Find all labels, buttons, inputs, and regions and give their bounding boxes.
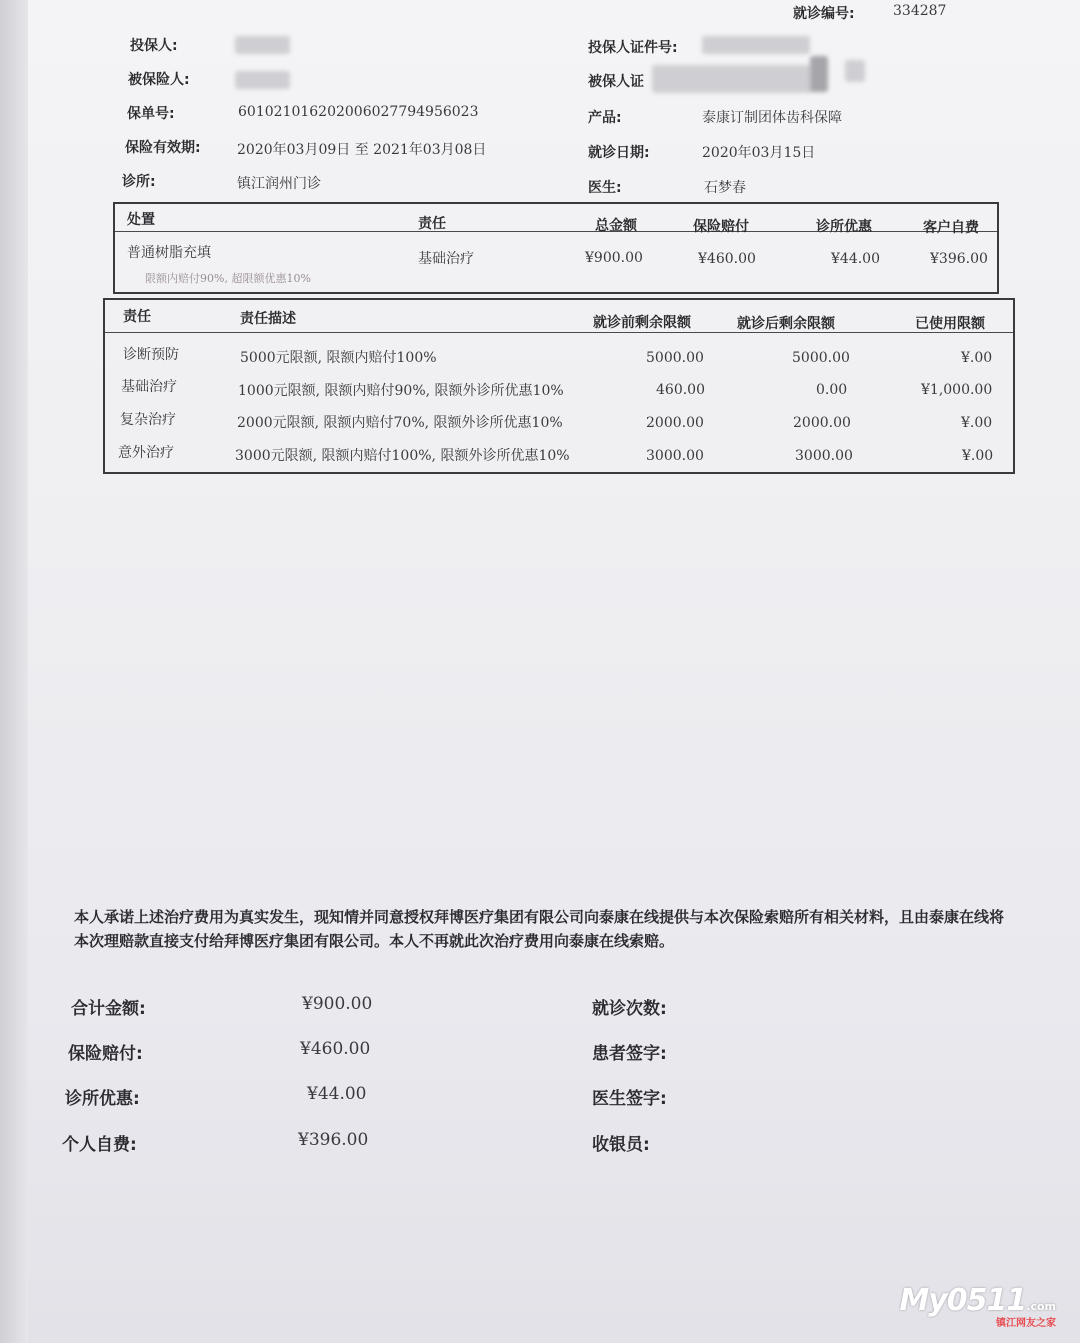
coverage-row-used: ¥.00 <box>961 415 993 431</box>
visit-number-label: 就诊编号: <box>793 6 855 22</box>
summary-self-pay-label: 个人自费: <box>62 1135 137 1155</box>
coverage-row-used: ¥.00 <box>961 350 993 366</box>
coverage-table <box>103 298 1015 474</box>
redacted-insured <box>235 71 290 89</box>
treatment-row-responsibility: 基础治疗 <box>418 251 474 267</box>
coverage-row-desc: 5000元限额, 限额内赔付100% <box>240 350 437 366</box>
summary-insurance-value: ¥460.00 <box>300 1039 371 1059</box>
consent-declaration: 本人承诺上述治疗费用为真实发生，现知情并同意授权拜博医疗集团有限公司向泰康在线提供与本次保险索赔所有相关材料，且由泰康在线将本次理赔款直接支付给拜博医疗集团有限公司。本人不再就此次治疗费用向泰康在线索赔。 <box>74 908 1005 950</box>
visit-number-value: 334287 <box>893 3 947 19</box>
coverage-row-desc: 2000元限额, 限额内赔付70%, 限额外诊所优惠10% <box>237 415 563 431</box>
coverage-row-desc: 3000元限额, 限额内赔付100%, 限额外诊所优惠10% <box>235 448 570 464</box>
visit-date-label: 就诊日期: <box>588 145 650 161</box>
coverage-row-after: 0.00 <box>816 382 848 398</box>
treatment-header-self-pay: 客户自费 <box>923 220 979 236</box>
policyholder-id-label: 投保人证件号: <box>588 40 678 56</box>
coverage-row-after: 2000.00 <box>793 415 851 431</box>
treatment-header-insurance: 保险赔付 <box>693 219 749 235</box>
validity-label: 保险有效期: <box>125 140 201 156</box>
treatment-row-discount: ¥44.00 <box>831 251 880 267</box>
visit-date-value: 2020年03月15日 <box>702 145 816 161</box>
patient-signature-label: 患者签字: <box>592 1044 667 1064</box>
coverage-row-before: 460.00 <box>656 382 705 398</box>
insured-label: 被保险人: <box>128 72 190 88</box>
coverage-header-description: 责任描述 <box>240 311 296 327</box>
paper-edge-shadow <box>0 0 28 1343</box>
coverage-row-name: 复杂治疗 <box>120 412 176 428</box>
coverage-row-desc: 1000元限额, 限额内赔付90%, 限额外诊所优惠10% <box>238 383 564 399</box>
summary-total-value: ¥900.00 <box>302 994 373 1014</box>
policyholder-label: 投保人: <box>130 38 178 54</box>
treatment-header-responsibility: 责任 <box>418 216 446 232</box>
treatment-row-self-pay: ¥396.00 <box>930 251 988 267</box>
coverage-row-after: 3000.00 <box>795 448 853 464</box>
coverage-table-header-divider <box>105 332 1013 333</box>
coverage-row-used: ¥.00 <box>962 448 994 464</box>
coverage-row-before: 5000.00 <box>646 350 704 366</box>
coverage-row-before: 3000.00 <box>646 448 704 464</box>
clinic-value: 镇江润州门诊 <box>237 176 321 192</box>
clinic-label: 诊所: <box>122 174 156 190</box>
cashier-label: 收银员: <box>592 1135 650 1155</box>
redacted-insured-id-tail <box>845 60 865 82</box>
treatment-header-discount: 诊所优惠 <box>816 219 872 235</box>
coverage-row-name: 基础治疗 <box>121 379 177 395</box>
watermark-sub: 镇江网友之家 <box>996 1318 1056 1329</box>
summary-self-pay-value: ¥396.00 <box>298 1130 369 1150</box>
coverage-row-name: 意外治疗 <box>118 445 174 461</box>
validity-value: 2020年03月09日 至 2021年03月08日 <box>237 142 487 158</box>
coverage-header-before: 就诊前剩余限额 <box>593 315 691 331</box>
treatment-row-insurance: ¥460.00 <box>698 251 756 267</box>
watermark-com: .com <box>1026 1300 1056 1313</box>
redacted-insured-id-dark <box>810 56 828 92</box>
treatment-header-total: 总金额 <box>595 218 637 234</box>
visits-count-label: 就诊次数: <box>592 999 667 1019</box>
doctor-signature-label: 医生签字: <box>592 1089 667 1109</box>
coverage-header-responsibility: 责任 <box>123 309 151 325</box>
product-label: 产品: <box>588 110 622 126</box>
site-watermark <box>899 1283 1056 1329</box>
coverage-row-after: 5000.00 <box>792 350 850 366</box>
product-value: 泰康订制团体齿科保障 <box>702 110 842 126</box>
coverage-row-name: 诊断预防 <box>123 347 179 363</box>
coverage-header-used: 已使用限额 <box>915 316 985 332</box>
watermark-main: My0511 <box>899 1283 1027 1318</box>
summary-total-label: 合计金额: <box>71 999 146 1019</box>
treatment-header-treatment: 处置 <box>127 212 155 228</box>
coverage-row-before: 2000.00 <box>646 415 704 431</box>
redacted-insured-id <box>652 65 812 93</box>
insured-id-label: 被保人证 <box>588 74 644 90</box>
policy-number-label: 保单号: <box>127 106 175 122</box>
summary-insurance-label: 保险赔付: <box>68 1044 143 1064</box>
coverage-row-used: ¥1,000.00 <box>921 382 993 398</box>
doctor-value: 石梦春 <box>704 180 746 196</box>
doctor-label: 医生: <box>588 180 622 196</box>
redacted-policyholder <box>235 36 290 54</box>
summary-discount-value: ¥44.00 <box>307 1084 367 1104</box>
treatment-row-treatment: 普通树脂充填 <box>127 245 211 261</box>
summary-discount-label: 诊所优惠: <box>65 1089 140 1109</box>
treatment-row-note: 限额内赔付90%, 超限额优惠10% <box>145 272 311 285</box>
treatment-row-total: ¥900.00 <box>585 250 643 266</box>
redacted-policyholder-id <box>702 36 810 54</box>
policy-number-value: 60102101620200602779495602​3 <box>238 104 479 120</box>
coverage-header-after: 就诊后剩余限额 <box>737 316 835 332</box>
treatment-table <box>113 202 999 294</box>
